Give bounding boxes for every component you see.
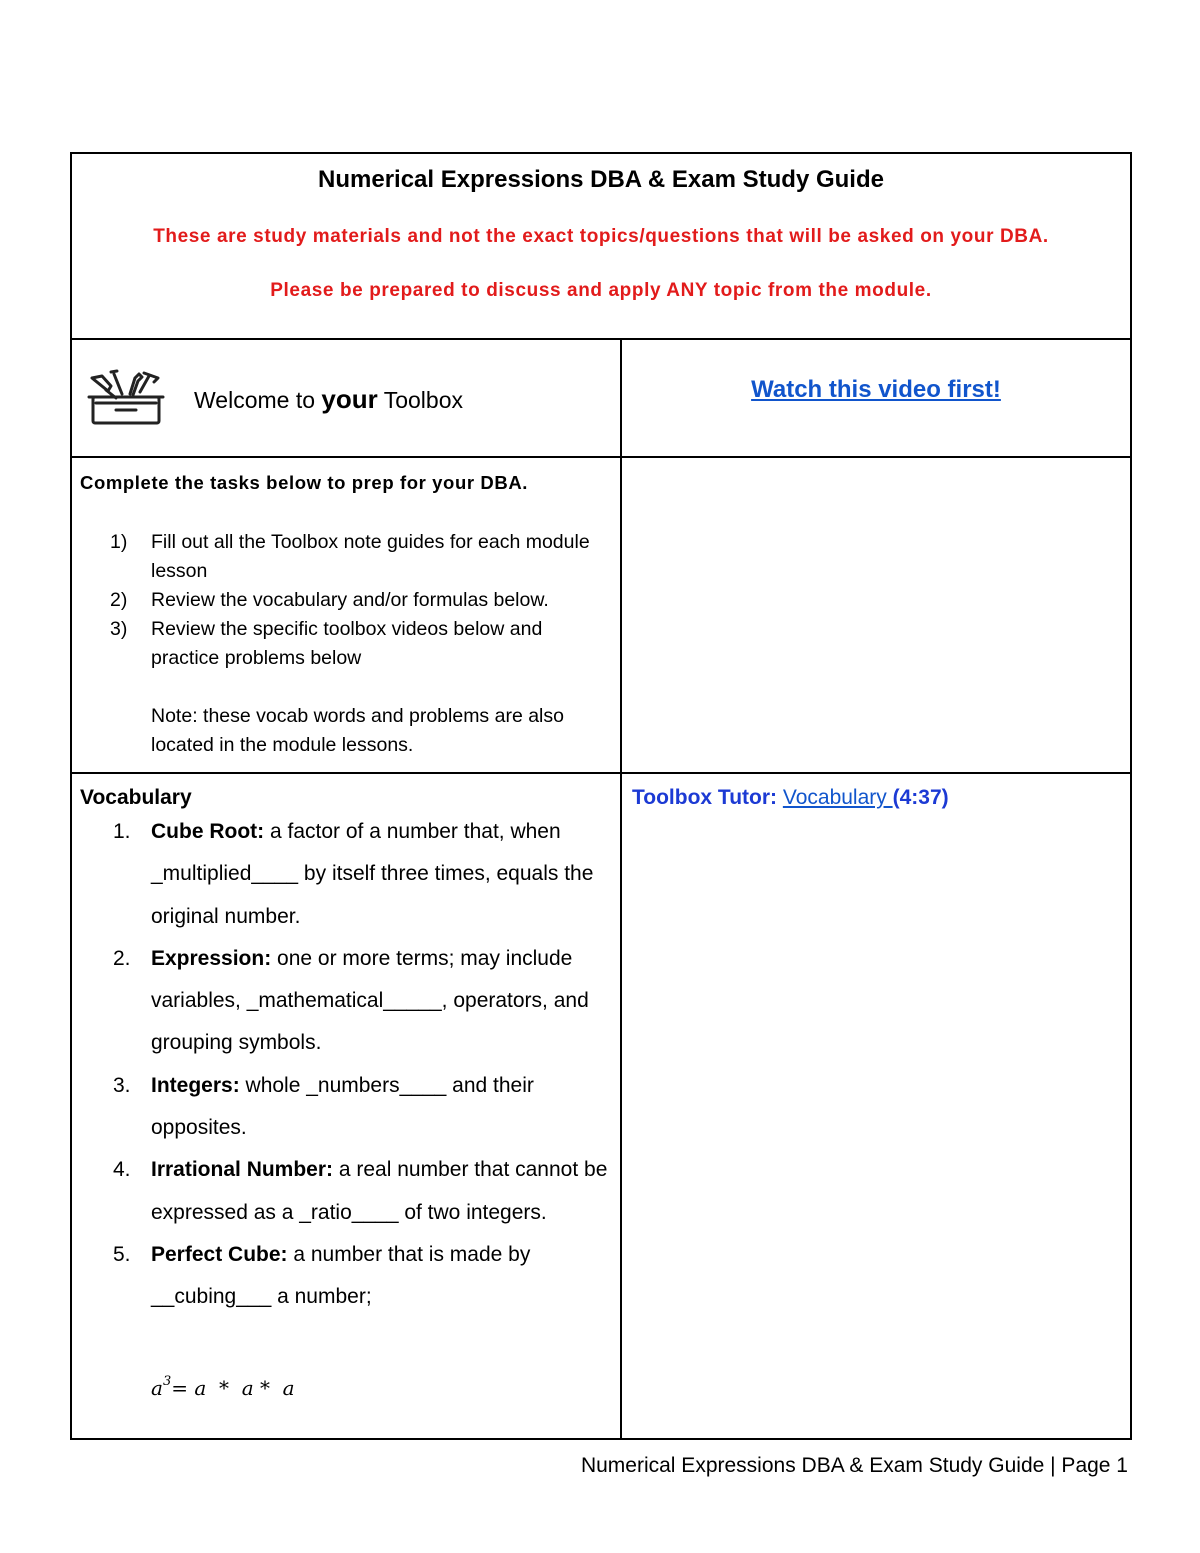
toolbox-icon — [86, 368, 166, 428]
list-item: 1. Cube Root: a factor of a number that, when _multiplied____ by itself three times, equals the original number. — [113, 820, 594, 928]
tasks-heading: Complete the tasks below to prep for your DBA. — [80, 472, 529, 493]
row-divider — [70, 772, 1132, 774]
list-item: 2) Review the vocabulary and/or formulas below. — [110, 589, 549, 611]
watch-video-link[interactable]: Watch this video first! — [751, 376, 1001, 403]
vocabulary-list — [113, 811, 613, 1319]
list-item: 1) Fill out all the Toolbox note guides for each module lesson — [110, 531, 590, 582]
page-title: Numerical Expressions DBA & Exam Study Guide — [318, 166, 884, 193]
prepare-text: Please be prepared to discuss and apply ANY topic from the module. — [270, 280, 932, 301]
list-item: 3. Integers: whole _numbers____ and their opposites. — [113, 1073, 534, 1140]
task-list — [110, 528, 615, 760]
row-divider — [70, 338, 1132, 340]
vocabulary-heading: Vocabulary — [80, 786, 192, 809]
list-item: 2. Expression: one or more terms; may include variables, _mathematical_____, operators, and grouping symbols. — [113, 946, 589, 1055]
page-footer: Numerical Expressions DBA & Exam Study Guide | Page 1 — [580, 1454, 1128, 1477]
tasks-note: Note: these vocab words and problems are also located in the module lessons. — [151, 705, 564, 756]
list-item: 4. Irrational Number: a real number that cannot be expressed as a _ratio____ of two integers. — [113, 1158, 608, 1224]
list-item: 3) Review the specific toolbox videos below and practice problems below — [110, 618, 543, 669]
welcome-text: Welcome to your Toolbox — [194, 384, 464, 414]
toolbox-tutor: Toolbox Tutor: Vocabulary (4:37) — [632, 786, 949, 809]
cube-formula: $a^3= a * a * a$ — [151, 1374, 295, 1400]
list-item: 5. Perfect Cube: a number that is made by __cubing___ a number; — [113, 1242, 531, 1309]
column-divider — [620, 338, 622, 1438]
disclaimer-text: These are study materials and not the exact topics/questions that will be asked on your DBA. — [153, 226, 1049, 247]
vocabulary-video-link[interactable]: Vocabulary — [782, 786, 893, 809]
row-divider — [70, 456, 1132, 458]
